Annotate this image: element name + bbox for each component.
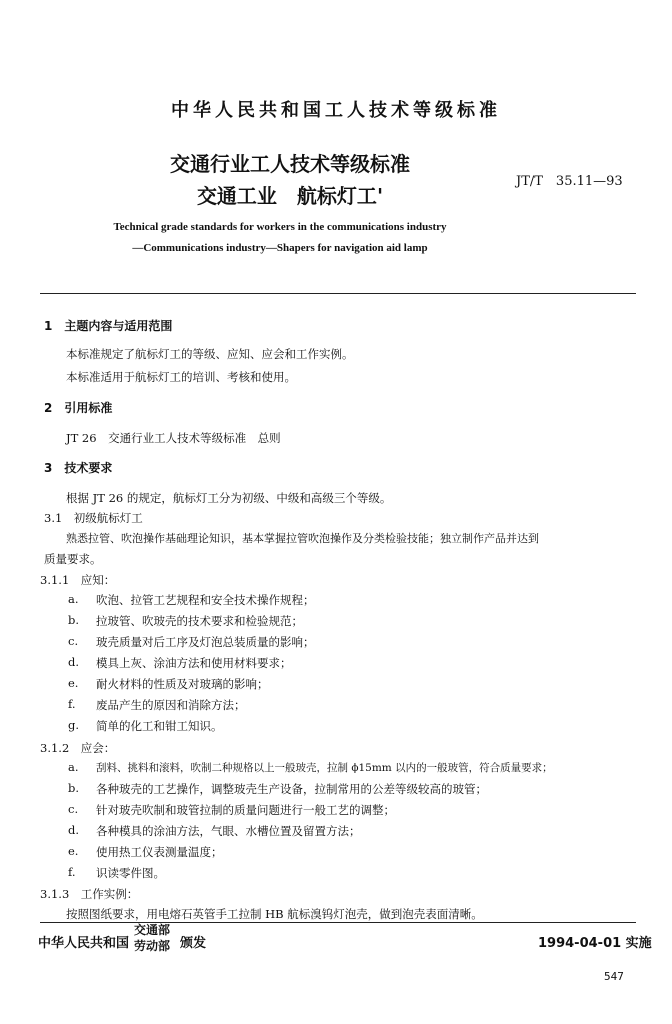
section-1-para: 本标准适用于航标灯工的培训、考核和使用。: [66, 370, 296, 384]
list-item-marker: d.: [68, 655, 80, 669]
clause-3-1-3: 3.1.3 工作实例：: [40, 887, 139, 901]
section-1-para: 本标准规定了航标灯工的等级、应知、应会和工作实例。: [66, 347, 354, 361]
list-item: 简单的化工和钳工知识。: [96, 719, 223, 733]
list-item-marker: c.: [68, 634, 79, 648]
list-item-marker: e.: [68, 676, 79, 690]
clause-3-1: 3.1 初级航标灯工: [44, 511, 143, 525]
list-item: 拉玻管、吹玻壳的技术要求和检验规范；: [96, 614, 303, 628]
list-item: 各种模具的涂油方法，气眼、水槽位置及留置方法；: [96, 824, 361, 838]
list-item: 模具上灰、涂油方法和使用材料要求；: [96, 656, 292, 670]
section-1-title: 1 主题内容与适用范围: [44, 319, 173, 333]
list-item-marker: f.: [68, 865, 76, 879]
footer-rule: [40, 922, 636, 923]
list-item: 玻壳质量对后工序及灯泡总装质量的影响；: [96, 635, 315, 649]
issuer-country: 中华人民共和国: [38, 936, 130, 951]
standard-subtitle: 交通工业 航标灯工': [196, 184, 384, 208]
list-item: 使用热工仪表测量温度；: [96, 845, 223, 859]
english-subtitle: —Communications industry—Shapers for navigation aid lamp: [132, 242, 428, 254]
list-item: 耐火材料的性质及对玻璃的影响；: [96, 677, 269, 691]
list-item: 废品产生的原因和消除方法；: [96, 698, 246, 712]
section-2-para: JT 26 交通行业工人技术等级标准 总则: [66, 431, 281, 445]
list-item-marker: d.: [68, 823, 80, 837]
issue-word: 颁发: [180, 936, 207, 951]
list-item-marker: g.: [68, 718, 80, 732]
list-item: 刮料、挑料和滚料，吹制二种规格以上一般玻壳，拉制 ϕ15mm 以内的一般玻管，符合质量要求；: [96, 762, 553, 774]
clause-3-1-para: 质量要求。: [44, 552, 102, 566]
section-3-para: 根据 JT 26 的规定，航标灯工分为初级、中级和高级三个等级。: [66, 491, 392, 505]
list-item-marker: a.: [68, 760, 79, 774]
list-item-marker: b.: [68, 781, 80, 795]
list-item: 识读零件图。: [96, 866, 165, 880]
section-3-title: 3 技术要求: [44, 461, 113, 475]
standard-title: 交通行业工人技术等级标准: [170, 152, 410, 176]
issuer-ministry: 交通部: [134, 923, 171, 937]
list-item-marker: b.: [68, 613, 80, 627]
list-item: 吹泡、拉管工艺规程和安全技术操作规程；: [96, 593, 315, 607]
english-title: Technical grade standards for workers in the communications industry: [113, 221, 447, 233]
national-standard-title: 中华人民共和国工人技术等级标准: [171, 100, 501, 121]
header-rule: [40, 293, 636, 294]
page-number: 547: [604, 970, 624, 983]
clause-3-1-1: 3.1.1 应知：: [40, 573, 116, 587]
standard-code: JT/T 35.11—93: [516, 174, 623, 189]
list-item: 针对玻壳吹制和玻管拉制的质量问题进行一般工艺的调整；: [96, 803, 395, 817]
issuer-ministry: 劳动部: [134, 939, 171, 953]
list-item-marker: e.: [68, 844, 79, 858]
list-item-marker: c.: [68, 802, 79, 816]
section-2-title: 2 引用标准: [44, 401, 113, 415]
list-item-marker: a.: [68, 592, 79, 606]
list-item: 各种玻壳的工艺操作，调整玻壳生产设备，拉制常用的公差等级较高的玻管；: [96, 782, 487, 796]
list-item-marker: f.: [68, 697, 76, 711]
clause-3-1-2: 3.1.2 应会：: [40, 741, 116, 755]
clause-3-1-3-para: 按照图纸要求，用电熔石英管手工拉制 HB 航标溴钨灯泡壳，做到泡壳表面清晰。: [66, 907, 483, 921]
clause-3-1-para: 熟悉拉管、吹泡操作基础理论知识，基本掌握拉管吹泡操作及分类检验技能；独立制作产品并达到: [66, 532, 539, 545]
implementation-date: 1994-04-01 实施: [538, 936, 652, 951]
issuer-ministries: [134, 922, 170, 954]
